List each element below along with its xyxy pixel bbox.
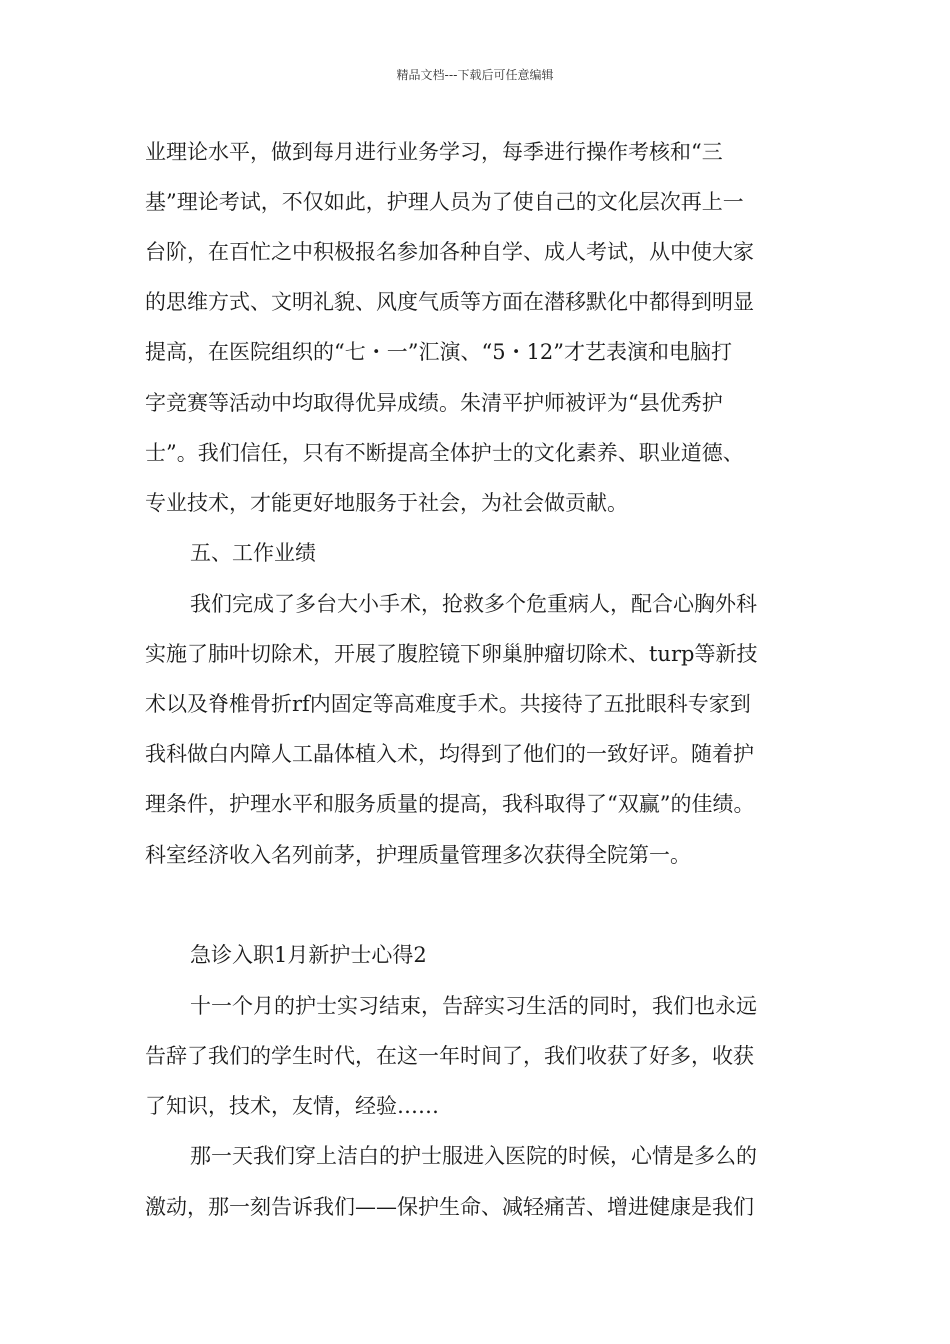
- body-line: 士”。我们信任，只有不断提高全体护士的文化素养、职业道德、: [145, 441, 744, 465]
- body-line: 了知识，技术，友情，经验……: [145, 1094, 439, 1118]
- body-line: 术以及脊椎骨折rf内固定等高难度手术。共接待了五批眼科专家到: [145, 692, 751, 716]
- body-line: 专业技术，才能更好地服务于社会，为社会做贡献。: [145, 491, 628, 515]
- body-line: 提高，在医院组织的“七・一”汇演、“5・12”才艺表演和电脑打: [145, 340, 733, 364]
- page-header: 精品文档---下载后可任意编辑: [396, 68, 554, 82]
- body-line: 那一天我们穿上洁白的护士服进入医院的时候，心情是多么的: [190, 1144, 757, 1168]
- body-line: 十一个月的护士实习结束，告辞实习生活的同时，我们也永远: [190, 994, 757, 1018]
- body-line: 台阶，在百忙之中积极报名参加各种自学、成人考试，从中使大家: [145, 240, 754, 264]
- body-line: 业理论水平，做到每月进行业务学习，每季进行操作考核和“三: [145, 140, 723, 164]
- body-line: 激动，那一刻告诉我们——保护生命、减轻痛苦、增进健康是我们: [145, 1195, 754, 1219]
- body-line: 的思维方式、文明礼貌、风度气质等方面在潜移默化中都得到明显: [145, 290, 754, 314]
- body-line: 基”理论考试，不仅如此，护理人员为了使自己的文化层次再上一: [145, 190, 744, 214]
- body-line: 告辞了我们的学生时代，在这一年时间了，我们收获了好多，收获: [145, 1044, 754, 1068]
- body-line: 理条件，护理水平和服务质量的提高，我科取得了“双赢”的佳绩。: [145, 792, 755, 816]
- body-line: 我们完成了多台大小手术，抢救多个危重病人，配合心胸外科: [190, 592, 757, 616]
- article-title: 急诊入职1月新护士心得2: [190, 943, 427, 967]
- body-line: 实施了肺叶切除术，开展了腹腔镜下卵巢肿瘤切除术、turp等新技: [145, 642, 758, 666]
- body-line: 字竞赛等活动中均取得优异成绩。朱清平护师被评为“县优秀护: [145, 391, 723, 415]
- body-line: 我科做白内障人工晶体植入术，均得到了他们的一致好评。随着护: [145, 742, 754, 766]
- section-heading: 五、工作业绩: [190, 541, 316, 565]
- body-line: 科室经济收入名列前茅，护理质量管理多次获得全院第一。: [145, 843, 691, 867]
